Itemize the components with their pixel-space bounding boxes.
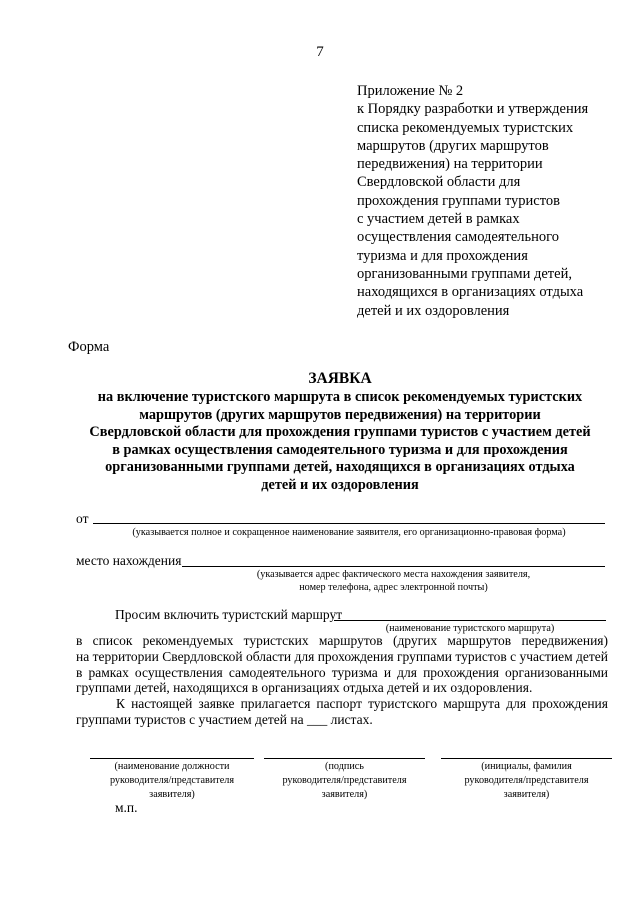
- subtitle-line: в рамках осуществления самодеятельного туризма и для прохождения: [112, 441, 568, 458]
- location-input-line[interactable]: [182, 566, 605, 567]
- appendix-line: с участием детей в рамках: [357, 211, 520, 228]
- appendix-line: организованными группами детей,: [357, 265, 572, 282]
- appendix-line: прохождения группами туристов: [357, 192, 560, 209]
- signature-line-position[interactable]: [90, 758, 254, 759]
- caption-line: руководителя/представителя: [282, 775, 407, 786]
- subtitle-line: Свердловской области для прохождения группами туристов с участием детей: [89, 424, 591, 441]
- signature-line-name[interactable]: [441, 758, 612, 759]
- caption-line: (подпись: [325, 761, 364, 772]
- page-number: 7: [316, 44, 324, 60]
- appendix-line: осуществления самодеятельного: [357, 229, 559, 246]
- caption-line: (наименование должности: [114, 761, 230, 772]
- paragraph-line: в список рекомендуемых туристских маршрутов (других маршрутов передвижения): [76, 633, 608, 648]
- appendix-line: к Порядку разработки и утверждения: [357, 101, 589, 118]
- subtitle-line: организованными группами детей, находящихся в организациях отдыха: [105, 459, 575, 476]
- from-label: от: [76, 511, 89, 526]
- paragraph-line: группами туристов с участием детей на ___ листах.: [76, 711, 373, 727]
- route-hint: (наименование туристского маршрута): [385, 623, 555, 634]
- caption-line: руководителя/представителя: [464, 775, 589, 786]
- document-title: ЗАЯВКА: [308, 370, 372, 387]
- signature-caption-name: [441, 760, 612, 802]
- signature-caption-sign: [264, 760, 425, 802]
- appendix-line: Приложение № 2: [357, 83, 464, 99]
- appendix-line: туризма и для прохождения: [357, 247, 528, 264]
- caption-line: заявителя): [149, 789, 195, 800]
- subtitle-line: детей и их оздоровления: [261, 476, 419, 493]
- appendix-line: списка рекомендуемых туристских: [357, 119, 574, 136]
- from-input-line[interactable]: [93, 523, 605, 524]
- form-label: Форма: [68, 339, 110, 355]
- location-hint-1: (указывается адрес фактического места нахождения заявителя,: [256, 569, 531, 580]
- paragraph-line: в рамках осуществления самодеятельного туризма и для прохождения организованными: [76, 664, 608, 680]
- signature-caption-position: [90, 760, 254, 802]
- appendix-block: [357, 82, 617, 320]
- signature-line-sign[interactable]: [264, 758, 425, 759]
- appendix-line: детей и их оздоровления: [357, 302, 510, 319]
- route-label: Просим включить туристский маршрут: [115, 607, 343, 622]
- caption-line: (инициалы, фамилия: [481, 761, 572, 772]
- appendix-line: находящихся в организациях отдыха: [357, 284, 584, 301]
- caption-line: руководителя/представителя: [109, 775, 235, 786]
- stamp-label: м.п.: [115, 800, 138, 815]
- appendix-line: маршрутов (других маршрутов: [357, 137, 549, 154]
- paragraph-line: на территории Свердловской области для прохождения группами туристов с участием детей: [76, 648, 608, 664]
- appendix-line: Свердловской области для: [357, 174, 521, 191]
- location-hint-2: номер телефона, адрес электронной почты): [299, 582, 488, 593]
- location-label: место нахождения: [76, 553, 182, 568]
- request-paragraph: [76, 633, 608, 696]
- paragraph-line: К настоящей заявке прилагается паспорт туристского маршрута для прохождения: [116, 696, 608, 711]
- from-hint: (указывается полное и сокращенное наименование заявителя, его организационно-правовая форма): [132, 527, 566, 538]
- route-input-line[interactable]: [334, 620, 606, 621]
- caption-line: заявителя): [321, 789, 368, 800]
- attachment-paragraph: [76, 696, 608, 728]
- appendix-line: передвижения) на территории: [357, 156, 543, 173]
- subtitle-line: маршрутов (других маршрутов передвижения) на территории: [139, 406, 541, 423]
- caption-line: заявителя): [503, 789, 550, 800]
- paragraph-line: группами детей, находящихся в организациях отдыха детей и их оздоровления.: [76, 680, 533, 696]
- document-subtitle: [60, 389, 620, 495]
- subtitle-line: на включение туристского маршрута в список рекомендуемых туристских: [97, 389, 583, 405]
